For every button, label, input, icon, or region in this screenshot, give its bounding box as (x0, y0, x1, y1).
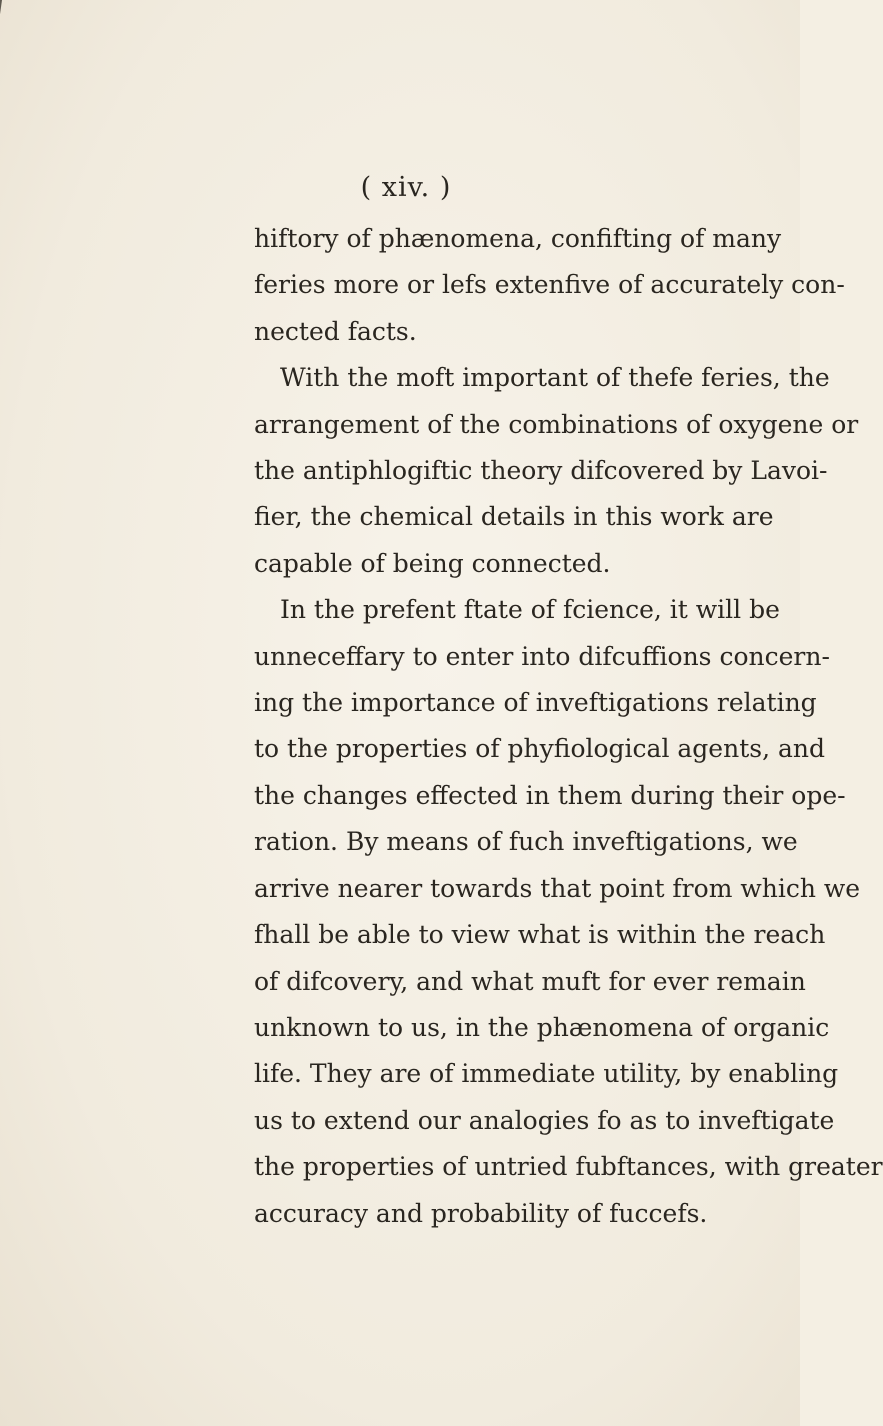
text-line: arrangement of the combinations of oxygene or (254, 409, 859, 439)
text-line: capable of being connected. (254, 548, 611, 578)
text-line: unknown to us, in the phænomena of organic (254, 1012, 830, 1042)
text-line: With the moft important of thefe feries, the (280, 363, 830, 393)
text-line: accuracy and probability of fuccefs. (254, 1198, 708, 1228)
text-line: nected facts. (254, 316, 417, 346)
text-line: the changes effected in them during their ope- (254, 780, 846, 810)
text-line: ration. By means of fuch inveftigations, we (254, 827, 798, 857)
text-line: the properties of untried fubftances, with greater (254, 1152, 883, 1182)
text-line: us to extend our analogies fo as to inveftigate (254, 1105, 835, 1135)
page-number: ( xiv. ) (360, 172, 452, 203)
text-line: fier, the chemical details in this work are (254, 502, 774, 532)
text-line: of difcovery, and what muft for ever remain (254, 966, 806, 996)
text-line: unneceffary to enter into difcuffions concern- (254, 641, 830, 671)
text-line: to the properties of phyfiological agents, and (254, 734, 825, 764)
text-line: fhall be able to view what is within the reach (254, 920, 826, 950)
body-text (254, 216, 883, 1237)
text-line: ing the importance of inveftigations relating (254, 688, 817, 718)
text-line: hiftory of phænomena, confifting of many (254, 224, 782, 253)
text-line: the antiphlogiftic theory difcovered by Lavoi- (254, 456, 828, 486)
text-line: In the prefent ftate of fcience, it will be (280, 595, 780, 625)
page-edge-mark (0, 0, 12, 40)
text-line: arrive nearer towards that point from which we (254, 873, 861, 903)
text-line: life. They are of immediate utility, by enabling (254, 1059, 839, 1089)
text-line: feries more or lefs extenfive of accurately con- (254, 270, 845, 300)
